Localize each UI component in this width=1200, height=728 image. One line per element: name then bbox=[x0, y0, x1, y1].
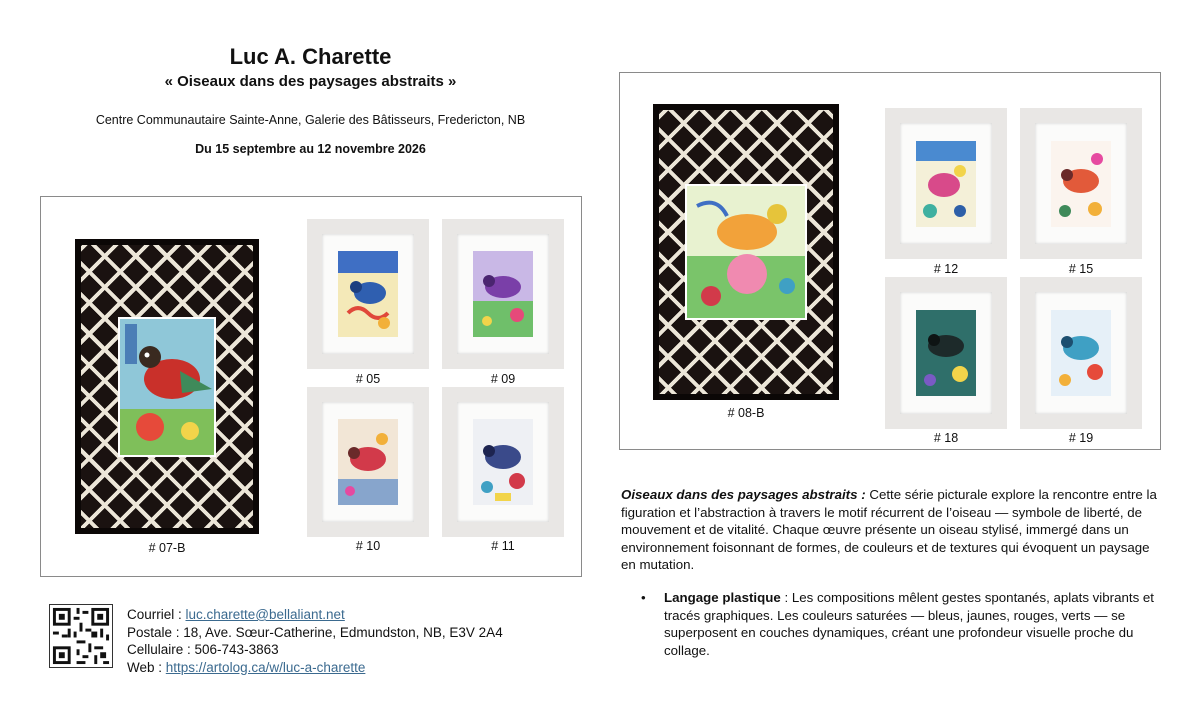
bullet-text: : Les compositions mêlent gestes spontanés, aplats vibrants et tracés graphiques. Les couleurs saturées — bleus, jaunes, rouges, verts — se superposent en couches dynamiques, créant une profondeur visuelle proche du collage. bbox=[664, 590, 1155, 658]
caption-05: # 05 bbox=[355, 372, 381, 386]
email-link[interactable]: luc.charette@bellaliant.net bbox=[185, 607, 345, 622]
artist-name: Luc A. Charette bbox=[229, 44, 392, 69]
description-lead: Oiseaux dans des paysages abstraits : bbox=[621, 487, 866, 502]
artwork-07-b-image bbox=[75, 239, 259, 534]
caption-18: # 18 bbox=[933, 431, 959, 445]
contact-postal: Postale : 18, Ave. Sœur-Catherine, Edmundston, NB, E3V 2A4 bbox=[127, 624, 503, 640]
qr-code-icon bbox=[50, 605, 112, 667]
bullet-heading: Langage plastique bbox=[664, 590, 781, 605]
bird-painting-11 bbox=[473, 419, 533, 505]
bird-painting-09 bbox=[473, 251, 533, 337]
bird-painting-18 bbox=[916, 310, 976, 396]
bird-painting-12 bbox=[916, 141, 976, 227]
contact-cell: Cellulaire : 506-743-3863 bbox=[127, 642, 279, 658]
bullet-text-block bbox=[664, 589, 1154, 659]
bird-painting-19 bbox=[1051, 310, 1111, 396]
artwork-15-frame bbox=[1020, 108, 1142, 259]
bird-painting-07-b bbox=[120, 319, 214, 455]
web-link[interactable]: https://artolog.ca/w/luc-a-charette bbox=[165, 659, 366, 675]
artwork-19-frame bbox=[1020, 277, 1142, 429]
artwork-10-frame bbox=[307, 387, 429, 537]
series-description bbox=[621, 486, 1161, 574]
artwork-panel-left bbox=[40, 196, 582, 577]
qr-code[interactable] bbox=[49, 604, 113, 668]
artwork-08-b-image bbox=[653, 104, 839, 400]
caption-08-b: # 08-B bbox=[727, 406, 765, 420]
series-title: « Oiseaux dans des paysages abstraits » bbox=[164, 73, 457, 90]
artwork-panel-right bbox=[619, 72, 1161, 450]
artwork-11-frame bbox=[442, 387, 564, 537]
contact-block bbox=[127, 606, 503, 676]
caption-10: # 10 bbox=[355, 539, 381, 553]
venue-text: Centre Communautaire Sainte-Anne, Galerie des Bâtisseurs, Fredericton, NB bbox=[95, 113, 526, 127]
contact-web-line bbox=[127, 659, 503, 677]
artwork-05-frame bbox=[307, 219, 429, 369]
bird-painting-10 bbox=[338, 419, 398, 505]
contact-email-line bbox=[127, 606, 503, 624]
bullet-dot: • bbox=[641, 590, 646, 605]
artwork-09-frame bbox=[442, 219, 564, 369]
web-label: Web : bbox=[127, 659, 166, 675]
email-label: Courriel : bbox=[127, 607, 186, 622]
caption-12: # 12 bbox=[933, 262, 959, 276]
artwork-18-frame bbox=[885, 277, 1007, 429]
bird-painting-08-b bbox=[687, 186, 805, 318]
caption-19: # 19 bbox=[1068, 431, 1094, 445]
artwork-12-frame bbox=[885, 108, 1007, 259]
caption-15: # 15 bbox=[1068, 262, 1094, 276]
bird-painting-05 bbox=[338, 251, 398, 337]
caption-11: # 11 bbox=[491, 539, 515, 553]
caption-07-b: # 07-B bbox=[148, 541, 186, 555]
exhibition-dates: Du 15 septembre au 12 novembre 2026 bbox=[195, 142, 426, 156]
bird-painting-15 bbox=[1051, 141, 1111, 227]
caption-09: # 09 bbox=[490, 372, 516, 386]
description-text: Cette série picturale explore la rencontre entre la figuration et l’abstraction à travers le motif récurrent de l’oiseau — symbole de liberté, de mouvement et de vitalité. Chaque œuvre présente un oiseau stylisé, immergé dans un environnement foisonnant de formes, de couleurs et de textures qui évoquent un paysage en mutation. bbox=[621, 487, 1157, 573]
